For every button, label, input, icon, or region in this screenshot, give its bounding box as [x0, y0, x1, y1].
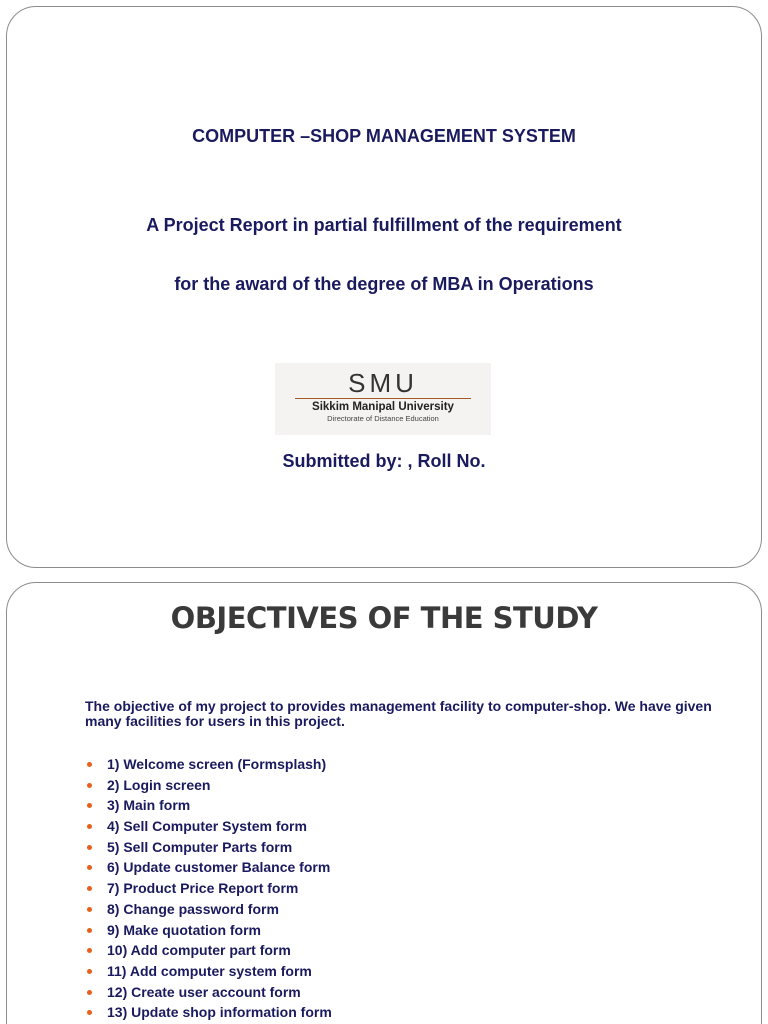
bullet-icon [87, 845, 92, 850]
bullet-icon [87, 886, 92, 891]
bullet-icon [87, 928, 92, 933]
bullet-icon [87, 907, 92, 912]
objective-item-label: 6) Update customer Balance form [107, 859, 331, 876]
objective-item [85, 982, 332, 1003]
report-title: COMPUTER –SHOP MANAGEMENT SYSTEM [192, 126, 576, 146]
objective-item [85, 878, 332, 899]
objective-item [85, 940, 332, 961]
objective-item [85, 816, 332, 837]
logo-directorate: Directorate of Distance Education [327, 414, 439, 423]
logo-university-name: Sikkim Manipal University [312, 401, 454, 413]
bullet-icon [87, 803, 92, 808]
bullet-icon [87, 948, 92, 953]
objective-item-label: 2) Login screen [107, 776, 211, 793]
objectives-intro: The objective of my project to provides management facility to computer-shop. We have given many facilities for users in this project. [85, 698, 712, 729]
bullet-icon [87, 865, 92, 870]
bullet-icon [87, 762, 92, 767]
logo-abbreviation: SMU [348, 368, 418, 398]
objective-item [85, 754, 332, 775]
report-subtitle-line1: A Project Report in partial fulfillment of the requirement [146, 215, 622, 235]
logo-divider [295, 398, 471, 399]
objective-item-label: 4) Sell Computer System form [107, 818, 307, 835]
bullet-icon [87, 783, 92, 788]
objective-item [85, 899, 332, 920]
objective-item-label: 13) Update shop information form [107, 1004, 332, 1021]
objective-item-label: 7) Product Price Report form [107, 880, 299, 897]
objective-item [85, 857, 332, 878]
smu-logo [275, 363, 491, 435]
objective-item [85, 961, 332, 982]
objective-item [85, 837, 332, 858]
objective-item-label: 12) Create user account form [107, 983, 301, 1000]
objective-item [85, 775, 332, 796]
objective-item [85, 920, 332, 941]
objective-item-label: 3) Main form [107, 797, 191, 814]
title-slide [6, 6, 762, 568]
objective-item-label: 9) Make quotation form [107, 921, 262, 938]
bullet-icon [87, 1010, 92, 1015]
objective-item-label: 11) Add computer system form [107, 962, 312, 979]
objectives-list [85, 754, 332, 1023]
objective-item [85, 1002, 332, 1023]
report-subtitle-line2: for the award of the degree of MBA in Operations [174, 274, 594, 294]
bullet-icon [87, 990, 92, 995]
objective-item-label: 5) Sell Computer Parts form [107, 838, 293, 855]
objective-item-label: 10) Add computer part form [107, 942, 291, 959]
submitted-by: Submitted by: , Roll No. [282, 451, 486, 471]
bullet-icon [87, 824, 92, 829]
objectives-slide [6, 582, 762, 1024]
objective-item-label: 1) Welcome screen (Formsplash) [107, 756, 327, 772]
objectives-heading: OBJECTIVES OF THE STUDY [170, 601, 598, 635]
objective-item [85, 795, 332, 816]
bullet-icon [87, 969, 92, 974]
objective-item-label: 8) Change password form [107, 900, 279, 917]
